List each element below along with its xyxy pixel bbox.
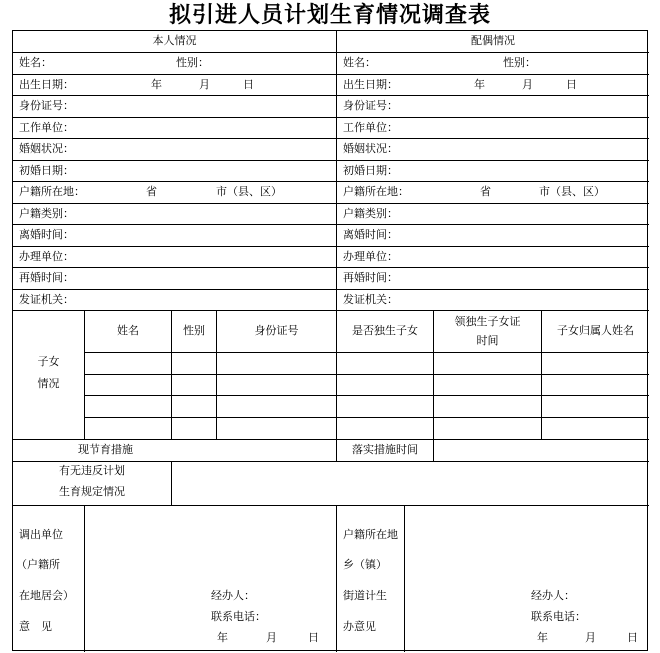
self-name-label: 姓名： [19,56,52,69]
children-row-divider [84,395,649,396]
street-label-line3: 街道计生 [343,589,387,602]
self-section-header: 本人情况 [152,34,197,47]
survey-form-table [12,30,648,651]
spouse-first-marriage-label: 初婚日期： [343,164,398,177]
children-col-only-child: 是否独生子女 [352,324,418,337]
children-col-parent: 子女归属人姓名 [557,324,634,337]
street-handler: 经办人： [531,589,575,602]
out-unit-day: 日 [308,631,319,644]
self-hukou-city: 市（县、区） [216,185,282,198]
column-divider [336,31,337,310]
out-unit-month: 月 [266,631,277,644]
self-birth-year: 年 [151,78,162,91]
self-gender-label: 性别： [176,56,209,69]
row-divider [13,74,649,75]
row-divider [13,310,649,311]
self-id-label: 身份证号： [19,99,74,112]
children-col-name: 姓名 [117,324,139,337]
current-measures-label: 现节育措施 [78,443,133,456]
children-col-id: 身份证号 [254,324,299,337]
out-unit-label-line1: 调出单位 [19,528,63,541]
spouse-office-label: 办理单位： [343,250,398,263]
row-divider [13,461,649,462]
opinion-column-divider [336,505,337,652]
implement-time-label: 落实措施时间 [352,443,418,456]
spouse-hukou-city: 市（县、区） [539,185,605,198]
self-hukou-label: 户籍所在地： [19,185,85,198]
out-unit-handler: 经办人： [211,589,255,602]
self-hukou-province: 省 [146,185,157,198]
row-divider [13,505,649,506]
children-row-divider [84,417,649,418]
street-day: 日 [627,631,638,644]
spouse-id-label: 身份证号： [343,99,398,112]
violation-label-line2: 生育规定情况 [59,485,125,498]
form-title: 拟引进人员计划生育情况调查表 [168,2,491,28]
opinion-label-divider [404,505,405,652]
street-label-line1: 户籍所在地 [343,528,398,541]
row-divider [13,181,649,182]
children-label-line1: 子女 [37,355,60,368]
spouse-hukou-label: 户籍所在地： [343,185,409,198]
row-divider [13,224,649,225]
self-first-marriage-label: 初婚日期： [19,164,74,177]
children-col-gender: 性别 [183,324,205,337]
spouse-issuer-label: 发证机关： [343,293,398,306]
self-hukou-type-label: 户籍类别： [19,207,74,220]
children-column-divider [433,310,434,461]
children-row-divider [84,352,649,353]
street-phone: 联系电话： [531,610,586,623]
spouse-divorce-label: 离婚时间： [343,228,398,241]
self-birth-month: 月 [199,78,210,91]
spouse-work-label: 工作单位： [343,121,398,134]
spouse-section-header: 配偶情况 [471,34,515,47]
children-label-line2: 情况 [37,377,60,390]
row-divider [13,138,649,139]
spouse-remarriage-label: 再婚时间： [343,271,398,284]
self-divorce-label: 离婚时间： [19,228,74,241]
out-unit-label-line4: 意 见 [19,620,52,633]
opinion-label-divider [84,505,85,652]
children-col-cert-line1: 领独生子女证 [454,315,521,328]
street-label-line2: 乡（镇） [343,558,387,571]
spouse-name-label: 姓名： [343,56,376,69]
street-year: 年 [537,631,548,644]
self-issuer-label: 发证机关： [19,293,74,306]
spouse-birth-month: 月 [522,78,533,91]
spouse-birth-day: 日 [566,78,577,91]
row-divider [13,95,649,96]
street-month: 月 [585,631,596,644]
children-col-cert-line2: 时间 [476,334,499,347]
spouse-birth-year: 年 [474,78,485,91]
row-divider [13,267,649,268]
spouse-hukou-type-label: 户籍类别： [343,207,398,220]
self-marital-label: 婚姻状况： [19,142,74,155]
row-divider [13,52,649,53]
out-unit-label-line2: （户籍所 [16,558,60,571]
row-divider [13,117,649,118]
self-birth-label: 出生日期： [19,78,74,91]
self-birth-day: 日 [243,78,254,91]
row-divider [13,439,649,440]
violation-label-line1: 有无违反计划 [59,464,125,477]
row-divider [13,203,649,204]
out-unit-label-line3: 在地居会） [19,589,74,602]
row-divider [13,246,649,247]
self-work-label: 工作单位： [19,121,74,134]
spouse-hukou-province: 省 [480,185,491,198]
out-unit-year: 年 [217,631,228,644]
spouse-gender-label: 性别： [503,56,536,69]
street-label-line4: 办意见 [343,620,376,633]
row-divider [13,160,649,161]
children-row-divider [84,374,649,375]
row-divider [13,289,649,290]
spouse-marital-label: 婚姻状况： [343,142,398,155]
out-unit-phone: 联系电话： [211,610,266,623]
self-remarriage-label: 再婚时间： [19,271,74,284]
violation-divider [171,461,172,505]
spouse-birth-label: 出生日期： [343,78,398,91]
self-office-label: 办理单位： [19,250,74,263]
